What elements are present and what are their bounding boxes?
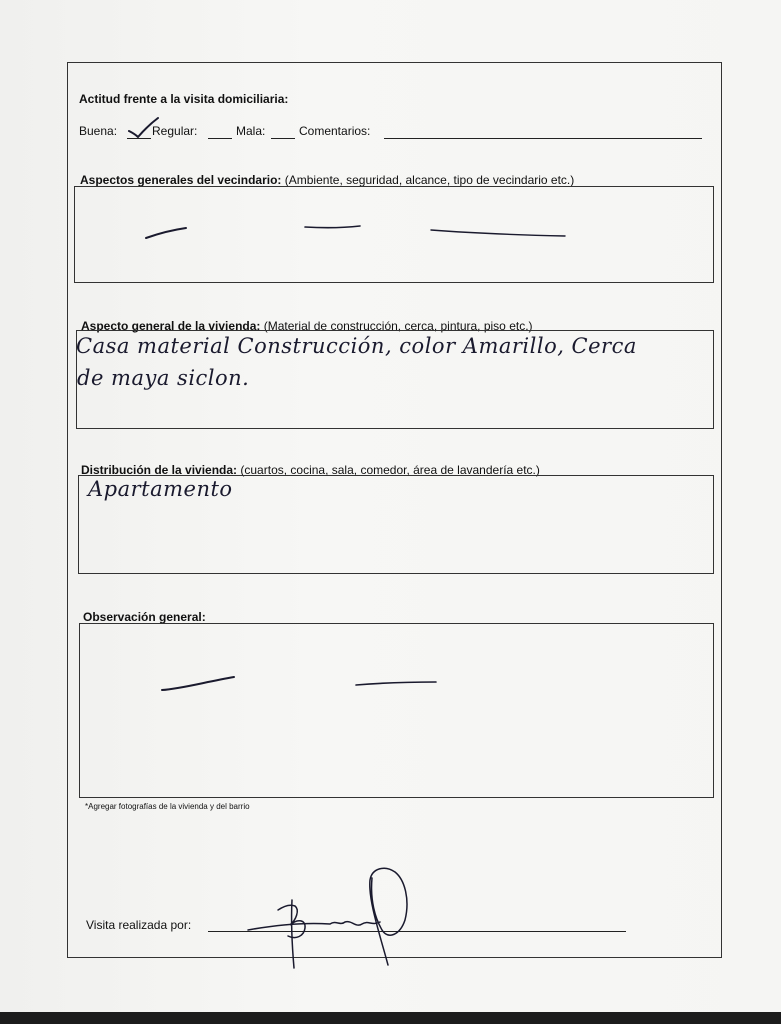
distribution-heading: Distribución de la vivienda: bbox=[81, 463, 238, 477]
dash-mark-icon bbox=[305, 226, 360, 228]
dash-mark-icon bbox=[431, 230, 565, 236]
scan-edge bbox=[0, 1012, 781, 1024]
neighborhood-hint: (Ambiente, seguridad, alcance, tipo de vecindario etc.) bbox=[284, 173, 575, 187]
mala-label: Mala: bbox=[236, 124, 266, 138]
attitude-heading: Actitud frente a la visita domiciliaria: bbox=[79, 92, 289, 106]
visit-label: Visita realizada por: bbox=[86, 918, 192, 932]
regular-label: Regular: bbox=[152, 124, 198, 138]
housing-hint: (Material de construcción, cerca, pintura, piso etc.) bbox=[263, 319, 533, 333]
footnote: *Agregar fotografías de la vivienda y del barrio bbox=[85, 802, 250, 811]
dash-mark-icon bbox=[146, 228, 186, 238]
distribution-hint: (cuartos, cocina, sala, comedor, área de lavandería etc.) bbox=[240, 463, 540, 477]
dash-mark-icon bbox=[162, 677, 234, 690]
housing-handwriting-line1: Casa material Construcción, color Amarillo, Cerca bbox=[76, 334, 637, 358]
dash-mark-icon bbox=[356, 682, 436, 685]
distribution-handwriting: Apartamento bbox=[88, 477, 233, 501]
checkmark-icon bbox=[129, 118, 158, 137]
neighborhood-heading: Aspectos generales del vecindario: bbox=[80, 173, 282, 187]
buena-label: Buena: bbox=[79, 124, 118, 138]
comentarios-label: Comentarios: bbox=[299, 124, 371, 138]
housing-heading: Aspecto general de la vivienda: bbox=[81, 319, 261, 333]
signature-icon bbox=[248, 868, 407, 968]
housing-handwriting-line2: de maya siclon. bbox=[77, 366, 250, 390]
observation-heading: Observación general: bbox=[83, 610, 206, 624]
